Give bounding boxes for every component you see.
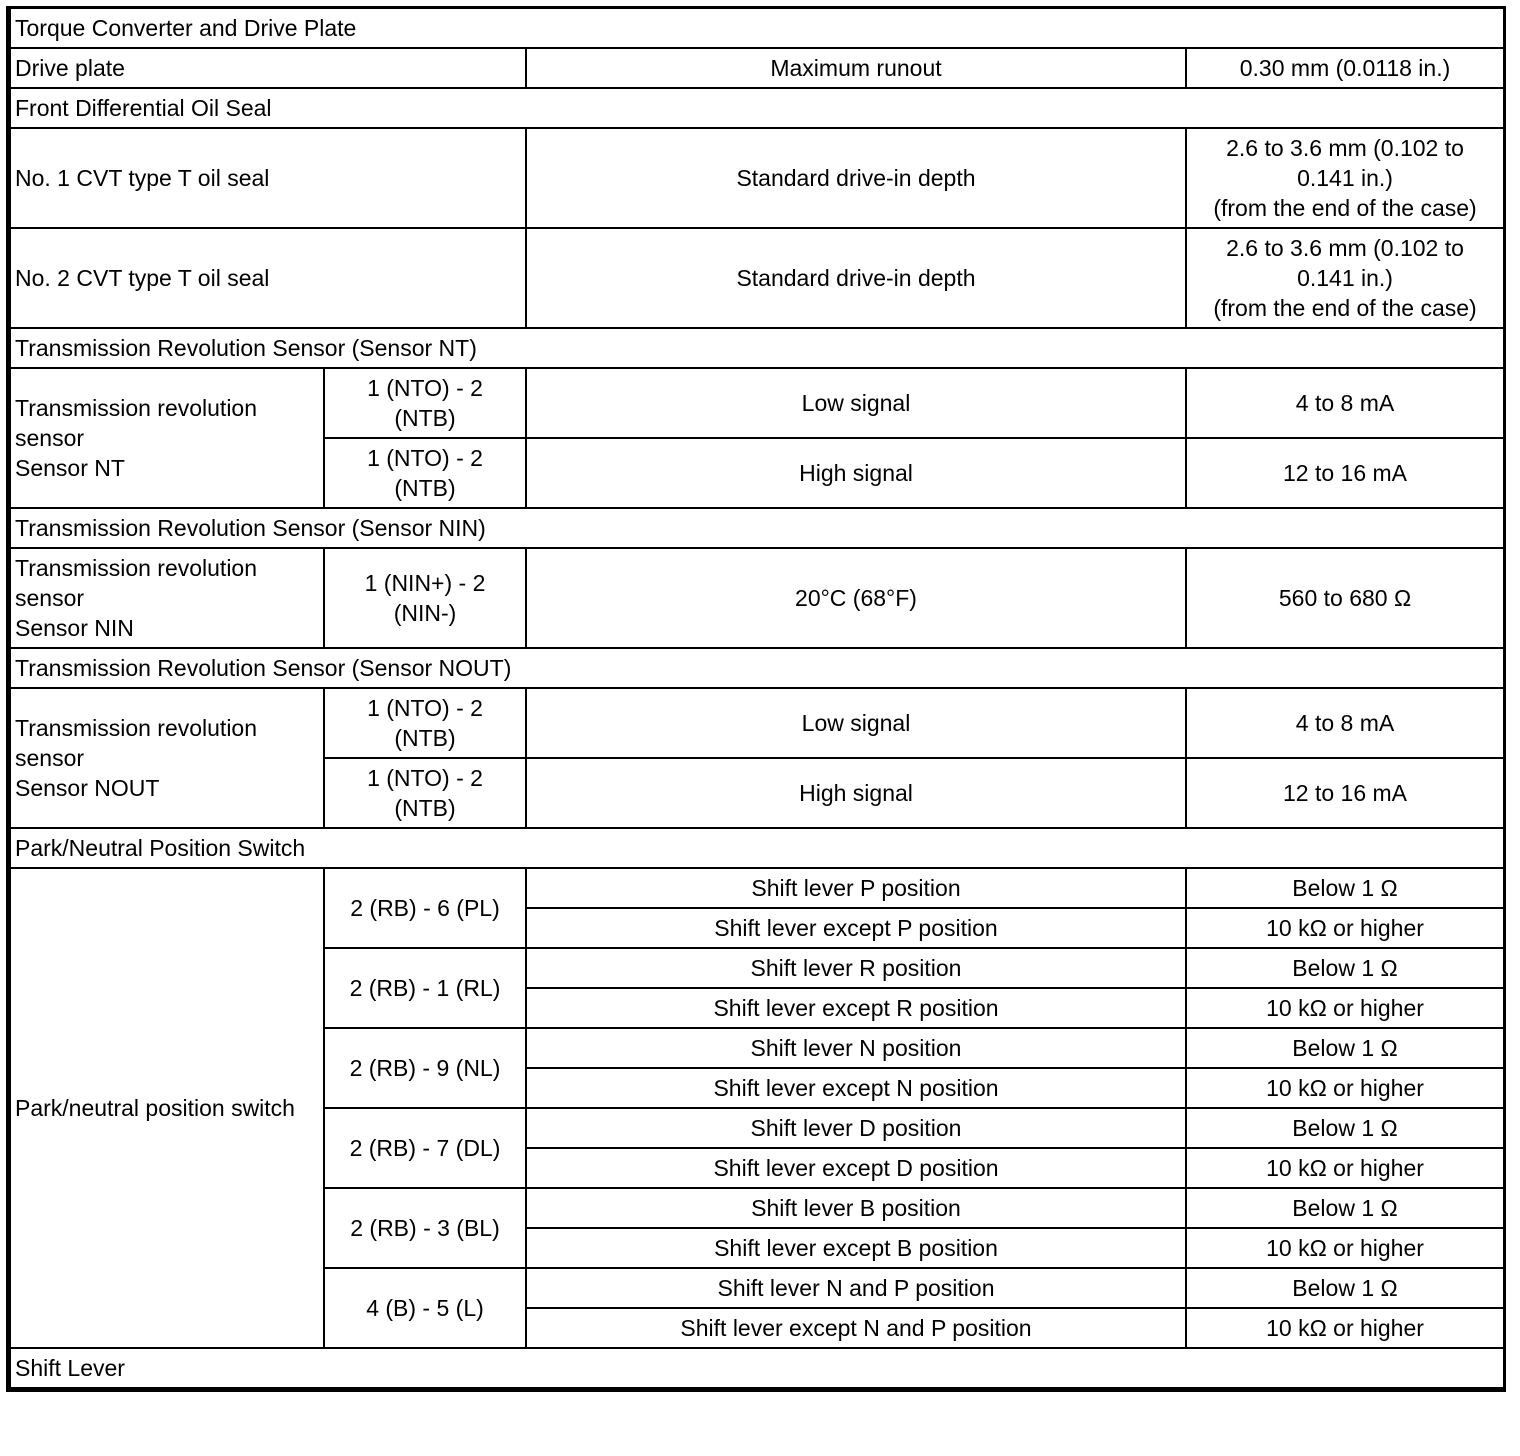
- terminal-line: 1 (NIN+) - 2: [364, 570, 486, 596]
- spec-cell: 0.30 mm (0.0118 in.): [1186, 48, 1504, 88]
- terminal-line: 1 (NTO) - 2: [367, 445, 483, 471]
- item-line: sensor: [15, 745, 85, 771]
- terminal-cell: 2 (RB) - 9 (NL): [324, 1028, 526, 1108]
- spec-cell: Below 1 Ω: [1186, 948, 1504, 988]
- spec-table: [9, 9, 1505, 1389]
- terminal-line: (NTB): [394, 795, 456, 821]
- terminal-line: (NTB): [394, 725, 456, 751]
- item-line: Sensor NIN: [15, 615, 134, 641]
- item-line: Transmission revolution: [15, 395, 258, 421]
- condition-cell: Shift lever except P position: [526, 908, 1186, 948]
- section-title-front-seal: Front Differential Oil Seal: [10, 88, 1504, 128]
- terminal-cell: 2 (RB) - 7 (DL): [324, 1108, 526, 1188]
- spec-cell: 12 to 16 mA: [1186, 438, 1504, 508]
- spec-cell: [1186, 228, 1504, 328]
- spec-cell: 12 to 16 mA: [1186, 758, 1504, 828]
- section-title-torque: Torque Converter and Drive Plate: [10, 9, 1504, 48]
- condition-cell: Standard drive-in depth: [526, 128, 1186, 228]
- item-line: Transmission revolution: [15, 715, 258, 741]
- item-line: Sensor NT: [15, 455, 125, 481]
- condition-cell: Standard drive-in depth: [526, 228, 1186, 328]
- spec-cell: 560 to 680 Ω: [1186, 548, 1504, 648]
- spec-line: 0.141 in.): [1297, 165, 1393, 191]
- condition-cell: Low signal: [526, 688, 1186, 758]
- table-row: [10, 48, 1504, 88]
- terminal-cell: 4 (B) - 5 (L): [324, 1268, 526, 1348]
- spec-line: (from the end of the case): [1213, 295, 1477, 321]
- item-line: sensor: [15, 425, 85, 451]
- spec-line: 0.141 in.): [1297, 265, 1393, 291]
- item-cell: No. 2 CVT type T oil seal: [10, 228, 526, 328]
- condition-cell: Shift lever D position: [526, 1108, 1186, 1148]
- section-title-shift-lever: Shift Lever: [10, 1348, 1504, 1388]
- section-title-pnp: Park/Neutral Position Switch: [10, 828, 1504, 868]
- condition-cell: Shift lever except N position: [526, 1068, 1186, 1108]
- table-row: [10, 228, 1504, 328]
- item-line: sensor: [15, 585, 85, 611]
- section-row: [10, 328, 1504, 368]
- item-cell: [10, 688, 324, 828]
- terminal-cell: 2 (RB) - 3 (BL): [324, 1188, 526, 1268]
- condition-cell: Shift lever except D position: [526, 1148, 1186, 1188]
- item-line: Transmission revolution: [15, 555, 258, 581]
- condition-cell: Shift lever except N and P position: [526, 1308, 1186, 1348]
- section-title-nt: Transmission Revolution Sensor (Sensor NT): [10, 328, 1504, 368]
- table-row: [10, 548, 1504, 648]
- table-row: [10, 688, 1504, 758]
- table-row: [10, 868, 1504, 908]
- spec-cell: [1186, 128, 1504, 228]
- condition-cell: Shift lever N and P position: [526, 1268, 1186, 1308]
- condition-cell: High signal: [526, 758, 1186, 828]
- spec-cell: 10 kΩ or higher: [1186, 1308, 1504, 1348]
- table-row: [10, 368, 1504, 438]
- condition-cell: Shift lever except B position: [526, 1228, 1186, 1268]
- section-row: [10, 1348, 1504, 1388]
- item-cell: [10, 548, 324, 648]
- spec-cell: Below 1 Ω: [1186, 1268, 1504, 1308]
- terminal-cell: [324, 688, 526, 758]
- condition-cell: Shift lever R position: [526, 948, 1186, 988]
- section-title-nout: Transmission Revolution Sensor (Sensor NOUT): [10, 648, 1504, 688]
- spec-line: (from the end of the case): [1213, 195, 1477, 221]
- section-row: [10, 88, 1504, 128]
- section-row: [10, 828, 1504, 868]
- terminal-line: 1 (NTO) - 2: [367, 375, 483, 401]
- section-row: [10, 648, 1504, 688]
- spec-cell: 10 kΩ or higher: [1186, 1068, 1504, 1108]
- section-row: [10, 9, 1504, 48]
- condition-cell: 20°C (68°F): [526, 548, 1186, 648]
- terminal-cell: [324, 438, 526, 508]
- spec-cell: 10 kΩ or higher: [1186, 908, 1504, 948]
- spec-cell: 4 to 8 mA: [1186, 368, 1504, 438]
- terminal-line: (NTB): [394, 405, 456, 431]
- item-cell: Drive plate: [10, 48, 526, 88]
- condition-cell: Shift lever N position: [526, 1028, 1186, 1068]
- item-line: Sensor NOUT: [15, 775, 160, 801]
- terminal-line: (NTB): [394, 475, 456, 501]
- spec-cell: 10 kΩ or higher: [1186, 1228, 1504, 1268]
- spec-cell: Below 1 Ω: [1186, 868, 1504, 908]
- spec-cell: Below 1 Ω: [1186, 1028, 1504, 1068]
- item-cell: Park/neutral position switch: [10, 868, 324, 1348]
- item-cell: No. 1 CVT type T oil seal: [10, 128, 526, 228]
- condition-cell: High signal: [526, 438, 1186, 508]
- spec-line: 2.6 to 3.6 mm (0.102 to: [1226, 135, 1464, 161]
- condition-cell: Shift lever P position: [526, 868, 1186, 908]
- condition-cell: Shift lever B position: [526, 1188, 1186, 1228]
- table-row: [10, 128, 1504, 228]
- spec-cell: Below 1 Ω: [1186, 1188, 1504, 1228]
- terminal-line: (NIN-): [393, 600, 457, 626]
- terminal-cell: [324, 758, 526, 828]
- terminal-cell: 2 (RB) - 1 (RL): [324, 948, 526, 1028]
- item-cell: [10, 368, 324, 508]
- condition-cell: Shift lever except R position: [526, 988, 1186, 1028]
- spec-cell: 10 kΩ or higher: [1186, 988, 1504, 1028]
- section-row: [10, 508, 1504, 548]
- terminal-line: 1 (NTO) - 2: [367, 765, 483, 791]
- terminal-cell: 2 (RB) - 6 (PL): [324, 868, 526, 948]
- spec-cell: 4 to 8 mA: [1186, 688, 1504, 758]
- terminal-cell: [324, 548, 526, 648]
- terminal-line: 1 (NTO) - 2: [367, 695, 483, 721]
- spec-line: 2.6 to 3.6 mm (0.102 to: [1226, 235, 1464, 261]
- condition-cell: Maximum runout: [526, 48, 1186, 88]
- spec-cell: 10 kΩ or higher: [1186, 1148, 1504, 1188]
- condition-cell: Low signal: [526, 368, 1186, 438]
- spec-cell: Below 1 Ω: [1186, 1108, 1504, 1148]
- section-title-nin: Transmission Revolution Sensor (Sensor NIN): [10, 508, 1504, 548]
- spec-table-frame: [6, 6, 1506, 1392]
- terminal-cell: [324, 368, 526, 438]
